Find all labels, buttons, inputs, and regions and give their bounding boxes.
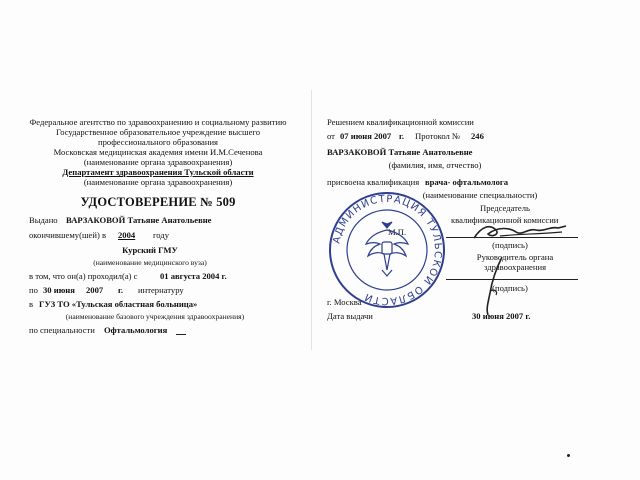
seal-place: М.П. (388, 227, 407, 237)
institution-caption: (наименование базового учреждения здравоохранения) (65, 312, 245, 321)
issue-date: 30 июня 2007 г. (472, 311, 531, 321)
protocol-label: Протокол № (415, 131, 461, 141)
header-department: Департамент здравоохранения Тульской области (62, 167, 254, 177)
chair-title-line1: Председатель (480, 203, 530, 213)
chairman-signature (470, 220, 570, 244)
institution-name: ГУЗ ТО «Тульская областная больница» (39, 299, 198, 309)
specialty-caption: (наименование специальности) (422, 190, 538, 200)
header-institution-line1: Государственное образовательное учреждение высшего (55, 127, 261, 137)
issued-name: ВАРЗАКОВОЙ Татьяне Анатольевне (66, 215, 212, 225)
specialty-value: Офтальмология (104, 325, 168, 335)
qualification-value: врача- офтальмолога (425, 177, 509, 187)
head-title-line1: Руководитель органа (476, 252, 554, 262)
graduated-year-suffix: году (153, 230, 170, 240)
holder-name-caption: (фамилия, имя, отчество) (388, 160, 482, 170)
specialty-underline (176, 334, 186, 335)
chair-title-line2: квалификационной комиссии (451, 215, 559, 225)
decision-text: Решением квалификационной комиссии (327, 117, 474, 127)
protocol-number: 246 (471, 131, 484, 141)
university-caption: (наименование медицинского вуза) (93, 258, 207, 267)
ink-dot (567, 454, 570, 457)
head-signature (482, 255, 506, 317)
issued-label: Выдано (29, 215, 58, 225)
decision-date: 07 июня 2007 (340, 131, 392, 141)
header-agency: Федеральное агентство по здравоохранению и социальному развитию (29, 117, 287, 127)
certificate-title: УДОСТОВЕРЕНИЕ № 509 (80, 195, 236, 209)
training-end-year: 2007 (86, 285, 104, 295)
institution-label: в (29, 299, 34, 309)
header-caption-1: (наименование органа здравоохранения) (83, 157, 233, 167)
holder-name: ВАРЗАКОВОЙ Татьяне Анатольевне (327, 147, 473, 157)
head-signature-line (446, 279, 578, 280)
training-to-label: по (29, 285, 38, 295)
city: г. Москва (327, 297, 362, 307)
stamp-ring-text: АДМИНИСТРАЦИЯ ТУЛЬСКОЙ ОБЛАСТИ (331, 193, 444, 307)
training-end-g: г. (118, 285, 124, 295)
qualification-label: присвоена квалификация (327, 177, 420, 187)
issue-date-label: Дата выдачи (327, 311, 373, 321)
graduated-year: 2004 (118, 230, 136, 240)
eagle-emblem-icon (366, 222, 408, 276)
specialty-label: по специальности (29, 325, 95, 335)
training-start: 01 августа 2004 г. (160, 271, 227, 281)
training-end-day: 30 июня (43, 285, 75, 295)
training-prefix: в том, что он(а) проходил(а) с (29, 271, 138, 281)
chair-signature-caption: (подпись) (492, 240, 528, 250)
from-label: от (327, 131, 335, 141)
decision-g: г. (399, 131, 405, 141)
university-name: Курский ГМУ (122, 245, 178, 255)
header-caption-2: (наименование органа здравоохранения) (83, 177, 233, 187)
fold-line (311, 90, 312, 350)
head-signature-caption: (подпись) (492, 283, 528, 293)
training-type: интернатуру (138, 285, 184, 295)
header-institution-line2: профессионального образования (98, 137, 218, 147)
head-title-line2: здравоохранения (483, 262, 547, 272)
graduated-label: окончившему(шей) в (29, 230, 107, 240)
official-stamp (326, 190, 448, 310)
svg-text:АДМИНИСТРАЦИЯ ТУЛЬСКОЙ ОБЛАСТИ (331, 194, 443, 306)
header-academy: Московская медицинская академия имени И.М.Сеченова (53, 147, 263, 157)
